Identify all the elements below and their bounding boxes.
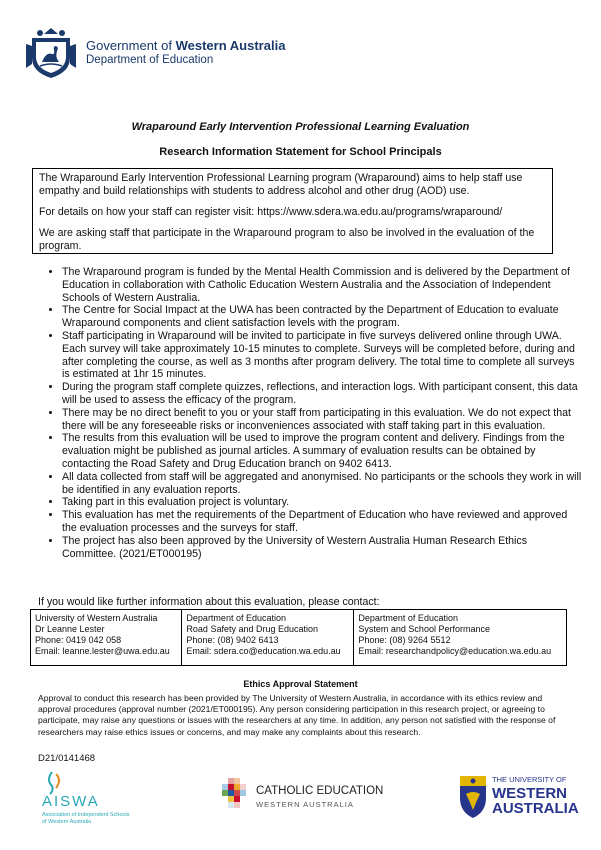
list-item: • Taking part in this evaluation project is voluntary. [62,496,582,509]
svg-text:THE UNIVERSITY OF: THE UNIVERSITY OF [492,775,567,784]
list-item: • The Centre for Social Impact at the UWA has been contracted by the Department of Education to evaluate Wraparound components and client satisfaction levels with the program. [62,304,582,330]
list-item: • The results from this evaluation will be used to improve the program content and delivery. Findings from the evaluation might be published as journal articles. A summary of evaluation results can be obtained by contacting the Road Safety and Drug Education branch on 9402 6413. [62,432,582,470]
wa-government-crest [22,24,80,82]
ethics-title: Ethics Approval Statement [243,679,358,689]
government-title: Government of Western Australia [86,38,286,53]
contact-unit: System and School Performance [358,624,490,634]
uwa-crest-icon [460,776,486,818]
information-list [40,266,582,560]
contact-cell-uwa [31,610,182,666]
document-subtitle: Research Information Statement for School Principals [159,146,442,158]
list-item: • During the program staff complete quizzes, reflections, and interaction logs. With participant consent, this data will be used to assess the efficacy of the program. [62,381,582,407]
contact-phone: Phone: (08) 9264 5512 [358,635,451,645]
contact-org: Department of Education [358,613,458,623]
document-reference: D21/0141468 [38,753,96,764]
contact-org: Department of Education [186,613,286,623]
list-item: • There may be no direct benefit to you or your staff from participating in this evaluation. We do not expect that there will be any foreseeable risks or inconveniences associated with staff taking part in this evaluation. [62,407,582,433]
contact-cell-research [354,610,567,666]
ethics-text: Approval to conduct this research has been provided by The University of Western Australia, in accordance with its ethics review and approval procedures (approval number (2021/ET000195). Any person considering participation in this research project, or agreeing to participate, may raise any questions or issues with the researchers at any time. In addition, any person not satisfied with the response of researchers may raise ethics issues or concerns, and may make any complaints about this research. [38,693,556,737]
contact-unit: Dr Leanne Lester [35,624,105,634]
catholic-education-logo [220,776,400,816]
list-item: • All data collected from staff will be aggregated and anonymised. No participants or the schools they work in will be identified in any evaluation reports. [62,471,582,497]
list-item: • This evaluation has met the requirements of the Department of Education who have reviewed and approved the evaluation processes and the surveys for staff. [62,509,582,535]
document-title: Wraparound Early Intervention Professional Learning Evaluation [131,121,470,133]
intro-paragraph: The Wraparound Early Intervention Professional Learning program (Wraparound) aims to help staff use empathy and build relationships with students to address alcohol and other drug (AOD) use. [39,172,523,197]
svg-text:AUSTRALIA: AUSTRALIA [492,800,579,817]
svg-text:Association of Independent Sch: Association of Independent Schools [42,812,130,818]
table-row [31,610,567,666]
aiswa-wordmark: AISWA [42,793,100,810]
contact-phone: Phone: 0419 042 058 [35,635,122,645]
contact-email[interactable]: Email: sdera.co@education.wa.edu.au [186,646,341,656]
list-item: • Staff participating in Wraparound will be invited to participate in five surveys delivered online through UWA. Each survey will take approximately 10-15 minutes to complete. Surveys will be completed before, during and after completing the course, as well as 3 months after program delivery. The total time to complete all surveys is estimated at 1hr 15 minutes. [62,330,582,381]
svg-text:WESTERN: WESTERN [492,785,567,802]
intro-paragraph: We are asking staff that participate in the Wraparound program to also be involved in the evaluation of the program. [39,227,535,252]
contact-table [30,609,567,666]
intro-box [32,168,553,254]
svg-text:WESTERN AUSTRALIA: WESTERN AUSTRALIA [256,800,354,809]
cross-mosaic-icon [222,778,246,808]
contact-phone: Phone: (08) 9402 6413 [186,635,279,645]
contact-intro: If you would like further information about this evaluation, please contact: [38,596,380,608]
aiswa-logo [40,768,150,828]
list-item: • The Wraparound program is funded by the Mental Health Commission and is delivered by the Department of Education in collaboration with Catholic Education Western Australia and the Association of Independent Schools of Western Australia. [62,266,582,304]
svg-text:of Western Australia: of Western Australia [42,819,92,825]
uwa-logo [458,772,579,822]
contact-org: University of Western Australia [35,613,158,623]
contact-cell-sdera [182,610,354,666]
contact-email[interactable]: Email: leanne.lester@uwa.edu.au [35,646,170,656]
list-item: • The project has also been approved by the University of Western Australia Human Research Ethics Committee. (2021/ET000195) [62,535,582,561]
svg-text:CATHOLIC EDUCATION: CATHOLIC EDUCATION [256,785,384,797]
contact-email[interactable]: Email: researchandpolicy@education.wa.edu.au [358,646,552,656]
contact-unit: Road Safety and Drug Education [186,624,319,634]
department-name: Department of Education [86,54,214,66]
intro-paragraph: For details on how your staff can register visit: https://www.sdera.wa.edu.au/programs/wraparound/ [39,206,503,218]
